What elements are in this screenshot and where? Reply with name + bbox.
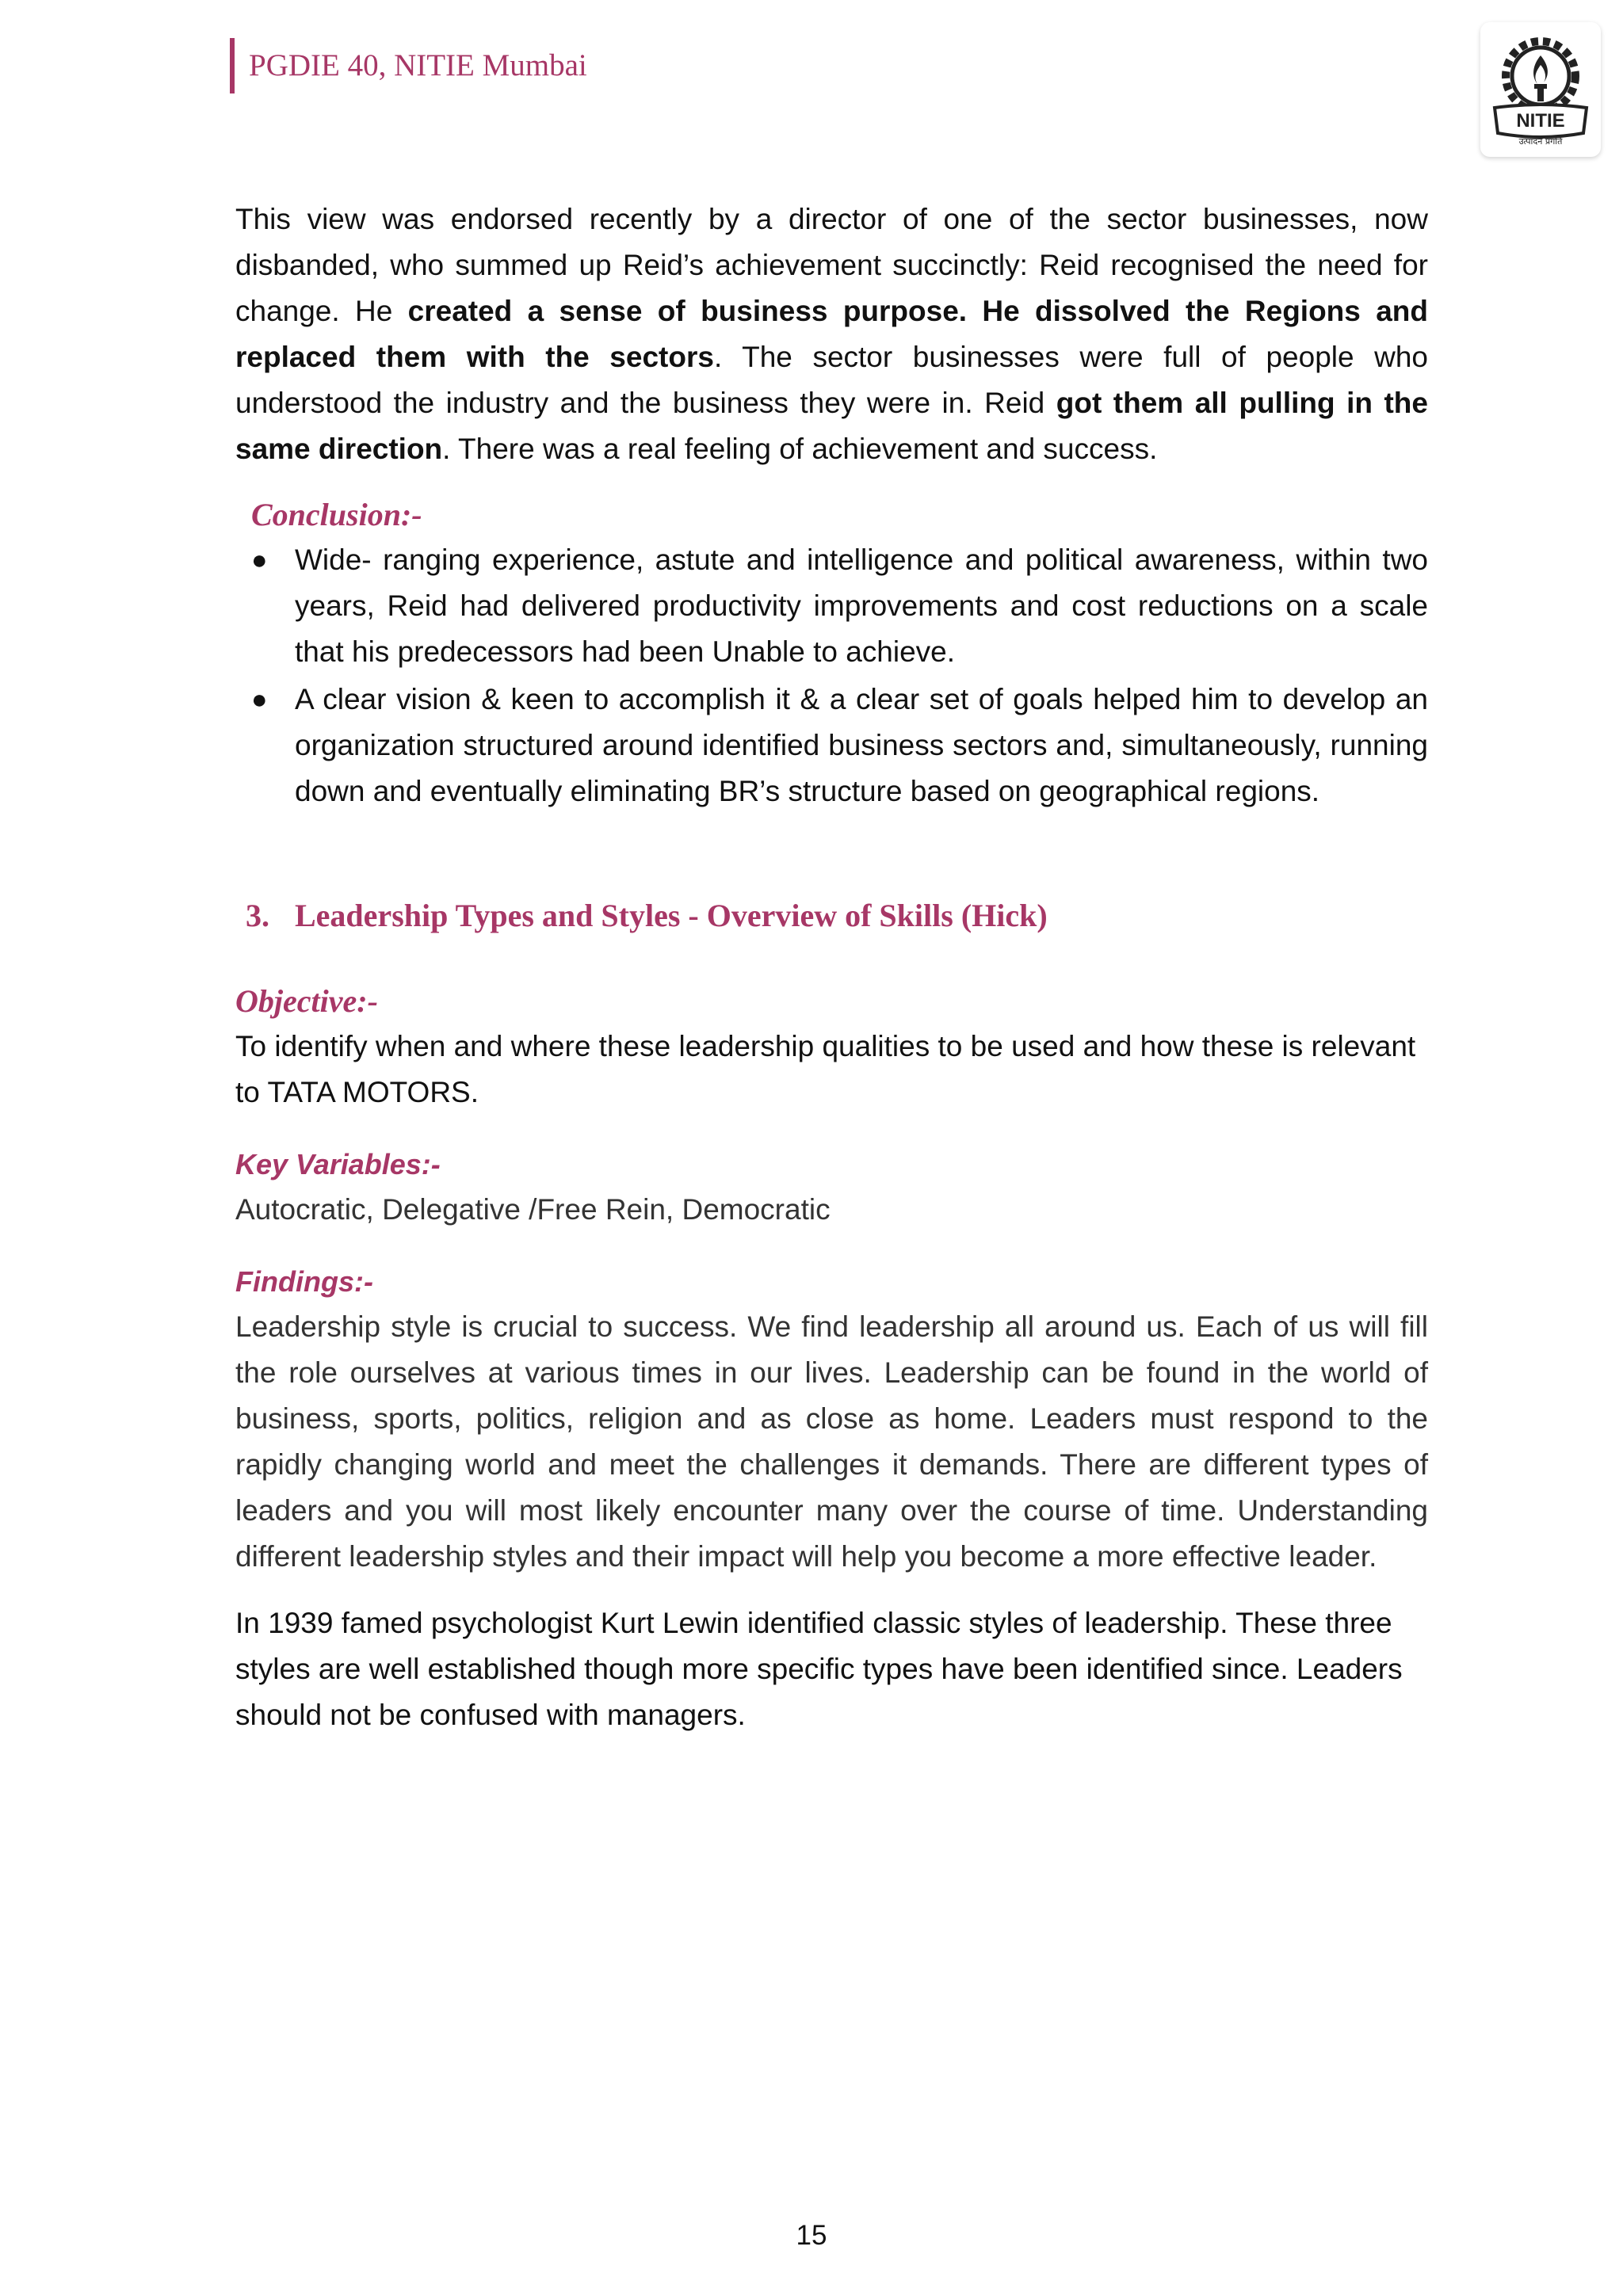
findings-text-2: In 1939 famed psychologist Kurt Lewin identified classic styles of leadership. These three styles are well established though more specific types have been identified since. Leaders should not be confused with managers. [235, 1607, 1403, 1731]
key-variables-text: Autocratic, Delegative /Free Rein, Democratic [235, 1193, 831, 1226]
intro-text-2: . The sector businesses were full of people who understood the industry and the business they were in. Reid [235, 341, 1428, 419]
header-title: PGDIE 40, NITIE Mumbai [249, 48, 587, 82]
key-variables-heading: Key Variables:- [235, 1148, 441, 1180]
conclusion-bullet-1: Wide- ranging experience, astute and intelligence and political awareness, within two years, Reid had delivered productivity improvements and cost reductions on a scale that his predecessors had been Unable to achieve. [295, 543, 1428, 668]
conclusion-list [235, 537, 1428, 814]
intro-bold-1: created a sense of business purpose. He dissolved the Regions and replaced them with the sectors [235, 295, 1428, 373]
section-heading [235, 892, 1428, 940]
bullet-icon: ● [251, 685, 268, 715]
page-header [230, 38, 587, 93]
objective-heading: Objective:- [235, 983, 378, 1019]
bullet-icon: ● [251, 545, 268, 575]
conclusion-bullet-2: A clear vision & keen to accomplish it & a clear set of goals helped him to develop an organization structured around identified business sectors and, simultaneously, running down and eventually eliminating BR’s structure based on geographical regions. [295, 683, 1428, 807]
intro-text-1: This view was endorsed recently by a director of one of the sector businesses, now disbanded, who summed up Reid’s achievement succinctly: Reid recognised the need for change. He [235, 203, 1428, 327]
list-item [235, 677, 1428, 814]
intro-bold-2: got them all pulling in the same direction [235, 387, 1428, 465]
logo-subtext: उत्पादन प्रगति [1518, 136, 1563, 147]
nitie-emblem-icon [1480, 22, 1601, 157]
findings-text: Leadership style is crucial to success. We find leadership all around us. Each of us will fill the role ourselves at various times in our lives. Leadership can be found in the world of business, sports, politics, religion and as close as home. Leaders must respond to the rapidly changing world and meet the challenges it demands. There are different types of leaders and you will most likely encounter many over the course of time. Understanding different leadership styles and their impact will help you become a more effective leader. [235, 1310, 1428, 1573]
list-item [235, 537, 1428, 675]
conclusion-heading: Conclusion:- [251, 497, 422, 532]
logo-text: NITIE [1516, 110, 1565, 132]
section-number: 3. [246, 898, 269, 933]
findings-heading: Findings:- [235, 1265, 373, 1298]
intro-paragraph [235, 196, 1428, 472]
main-content [235, 196, 1428, 1738]
page-number: 15 [796, 2220, 827, 2251]
section-title: Leadership Types and Styles - Overview of Skills (Hick) [295, 898, 1048, 933]
intro-text-3: . There was a real feeling of achievement and success. [442, 433, 1158, 465]
nitie-logo [1480, 22, 1601, 157]
objective-text: To identify when and where these leadership qualities to be used and how these is relevant to TATA MOTORS. [235, 1030, 1416, 1108]
